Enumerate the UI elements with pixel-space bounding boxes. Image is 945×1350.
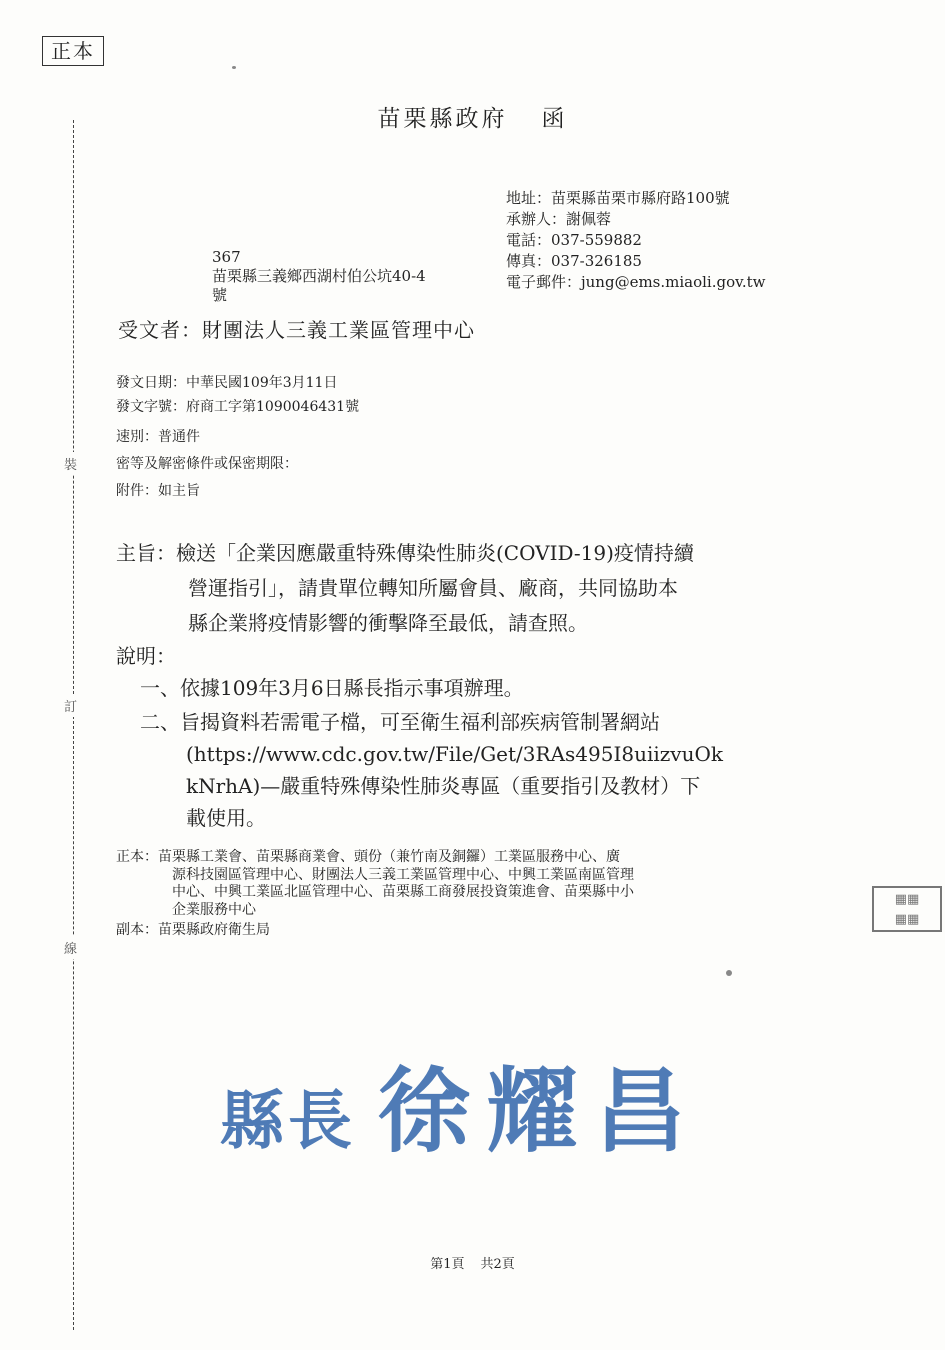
explanation-item-1: [140, 672, 524, 704]
distribution-cc: 副本：苗栗縣政府衛生局: [116, 922, 270, 938]
distribution-main: 源科技園區管理中心、財團法人三義工業區管理中心、中興工業區南區管理: [172, 866, 634, 883]
contact-officer: 承辦人：謝佩蓉: [506, 210, 612, 228]
distribution-main: 企業服務中心: [172, 901, 256, 918]
page-seal-stamp: ▦▦ ▦▦: [872, 886, 942, 932]
address-line: 苗栗縣三義鄉西湖村伯公坑40-4: [212, 267, 426, 285]
distribution-main: 中心、中興工業區北區管理中心、苗栗縣工商發展投資策進會、苗栗縣中小: [172, 884, 634, 900]
current-page: 第1頁: [430, 1257, 465, 1272]
delivery-speed: 速別：普通件: [116, 429, 200, 445]
document-number: 發文字號：府商工字第1090046431號: [116, 399, 360, 415]
signature-stamp: [220, 1038, 702, 1170]
copy-label: 正本: [42, 36, 104, 66]
explanation-item-2: [140, 706, 723, 834]
postal-code: 367: [212, 248, 241, 266]
issuing-organization: 苗栗縣政府: [377, 106, 508, 132]
signature-name: 徐耀昌: [378, 1057, 703, 1165]
receiver: 受文者：財團法人三義工業區管理中心: [118, 318, 475, 342]
contact-phone: 電話：037-559882: [506, 231, 642, 249]
subject-block: [116, 536, 694, 641]
item-line: 二、旨揭資料若需電子檔，可至衛生福利部疾病管制署網站: [140, 710, 660, 734]
binding-mark-zhuang: 裝: [64, 452, 77, 475]
security-level: 密等及解密條件或保密期限：: [116, 456, 298, 472]
binding-line: [73, 120, 74, 1330]
item-line: kNrhA)—嚴重特殊傳染性肺炎專區（重要指引及教材）下: [186, 774, 701, 798]
item-line: (https://www.cdc.gov.tw/File/Get/3RAs495I8uiizvuOk: [186, 742, 723, 766]
binding-mark-ding: 訂: [64, 694, 77, 717]
subject-line: 營運指引」，請貴單位轉知所屬會員、廠商，共同協助本: [188, 576, 678, 600]
binding-mark-xian: 線: [64, 936, 77, 959]
contact-address: 地址：苗栗縣苗栗市縣府路100號: [506, 189, 730, 207]
page-indicator: [0, 1253, 945, 1272]
subject-line: 縣企業將疫情影響的衝擊降至最低，請查照。: [188, 611, 588, 635]
signature-title: 縣長: [220, 1084, 356, 1159]
issue-date: 發文日期：中華民國109年3月11日: [116, 375, 338, 391]
contact-email: 電子郵件：jung@ems.miaoli.gov.tw: [506, 273, 766, 291]
scan-speck: [726, 970, 732, 976]
item-line: 一、依據109年3月6日縣長指示事項辦理。: [140, 676, 524, 700]
distribution-block: [116, 849, 634, 940]
document-type: 函: [541, 106, 568, 132]
scan-speck: [232, 66, 236, 69]
document-title: [0, 100, 945, 133]
total-pages: 共2頁: [480, 1257, 515, 1272]
attachment: 附件：如主旨: [116, 483, 200, 499]
item-line: 載使用。: [186, 806, 266, 830]
subject-line: 主旨：檢送「企業因應嚴重特殊傳染性肺炎(COVID-19)疫情持續: [116, 541, 694, 565]
contact-block: [506, 188, 765, 293]
explanation-heading: 說明：: [116, 644, 176, 668]
distribution-main: 正本：苗栗縣工業會、苗栗縣商業會、頭份（兼竹南及銅鑼）工業區服務中心、廣: [116, 849, 620, 865]
contact-fax: 傳真：037-326185: [506, 252, 642, 270]
recipient-address: [212, 248, 426, 305]
address-line: 號: [212, 286, 228, 304]
